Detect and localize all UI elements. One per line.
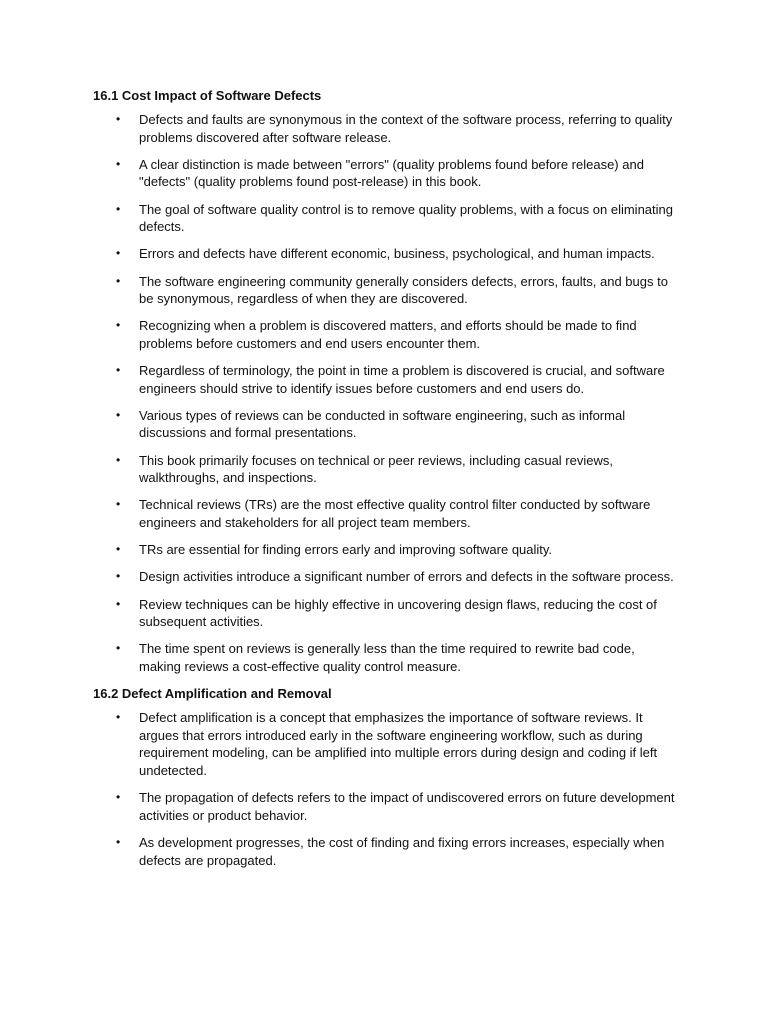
list-item [93, 789, 708, 824]
list-item-text: The goal of software quality control is to remove quality problems, with a focus on eliminating defects. [139, 201, 673, 235]
list-item-text: TRs are essential for finding errors early and improving software quality. [139, 542, 553, 558]
list-item [93, 362, 708, 397]
list-item-text: The software engineering community generally considers defects, errors, faults, and bugs to be synonymous, regardless of when they are discovered. [139, 273, 668, 307]
list-item [93, 156, 708, 191]
bullet-icon: • [116, 710, 121, 725]
list-item-text: Review techniques can be highly effective in uncovering design flaws, reducing the cost of subsequent activities. [139, 596, 657, 630]
list-item-text: The propagation of defects refers to the impact of undiscovered errors on future development activities or product behavior. [139, 790, 675, 823]
bullet-icon: • [116, 156, 121, 171]
list-item [93, 407, 708, 442]
bullet-icon: • [116, 497, 121, 512]
bullet-icon: • [116, 452, 121, 467]
bullet-icon: • [116, 542, 121, 557]
list-item [93, 709, 708, 779]
list-item [93, 640, 708, 675]
list-item-text: Various types of reviews can be conducted in software engineering, such as informal discussions and formal presentations. [139, 407, 626, 441]
list-item [93, 541, 708, 559]
list-item-text: As development progresses, the cost of finding and fixing errors increases, especially when defects are propagated. [139, 834, 665, 868]
bullet-icon: • [116, 569, 121, 584]
list-item-text: This book primarily focuses on technical or peer reviews, including casual reviews, walkthroughs, and inspections. [139, 452, 613, 486]
list-item-text: Errors and defects have different economic, business, psychological, and human impacts. [139, 246, 655, 262]
list-item [93, 201, 708, 236]
list-item [93, 273, 708, 308]
list-item [93, 452, 708, 487]
bullet-icon: • [116, 318, 121, 333]
list-item [93, 568, 708, 586]
bullet-icon: • [116, 834, 121, 849]
list-item [93, 596, 708, 631]
list-item-text: Design activities introduce a significant number of errors and defects in the software process. [139, 569, 674, 585]
list-item-text: The time spent on reviews is generally less than the time required to rewrite bad code, making reviews a cost-effective quality control measure. [139, 641, 635, 674]
section-heading-16-2: 16.2 Defect Amplification and Removal [93, 686, 332, 702]
section-heading-16-1: 16.1 Cost Impact of Software Defects [93, 88, 322, 103]
list-item-text: Technical reviews (TRs) are the most effective quality control filter conducted by software engineers and stakeholders for all project team members. [139, 497, 651, 531]
list-item [93, 317, 708, 352]
list-item [93, 496, 708, 531]
bullet-icon: • [116, 201, 121, 216]
list-item [93, 834, 708, 869]
list-item-text: A clear distinction is made between "errors" (quality problems found before release) and "defects" (quality problems found post-release) in this book. [139, 156, 644, 190]
list-item-text: Defect amplification is a concept that emphasizes the importance of software reviews. It argues that errors introduced early in the software engineering workflow, such as during requirement modeling, can be amplified into multiple errors during design and coding if left undetected. [139, 710, 658, 778]
list-item-text: Defects and faults are synonymous in the context of the software process, referring to quality problems discovered after software release. [139, 112, 673, 145]
list-item-text: Recognizing when a problem is discovered matters, and efforts should be made to find problems before customers and end users encounter them. [139, 318, 637, 351]
list-item-text: Regardless of terminology, the point in time a problem is discovered is crucial, and software engineers should strive to identify issues before customers and end users do. [139, 363, 665, 396]
list-item [93, 245, 708, 263]
bullet-icon: • [116, 596, 121, 611]
bullet-icon: • [116, 246, 121, 261]
bullet-list-16-2 [93, 709, 708, 869]
bullet-icon: • [116, 407, 121, 422]
bullet-icon: • [116, 641, 121, 656]
bullet-icon: • [116, 112, 121, 126]
bullet-icon: • [116, 363, 121, 378]
bullet-icon: • [116, 790, 121, 805]
bullet-icon: • [116, 273, 121, 288]
list-item [93, 111, 708, 146]
bullet-list-16-1 [93, 111, 708, 676]
